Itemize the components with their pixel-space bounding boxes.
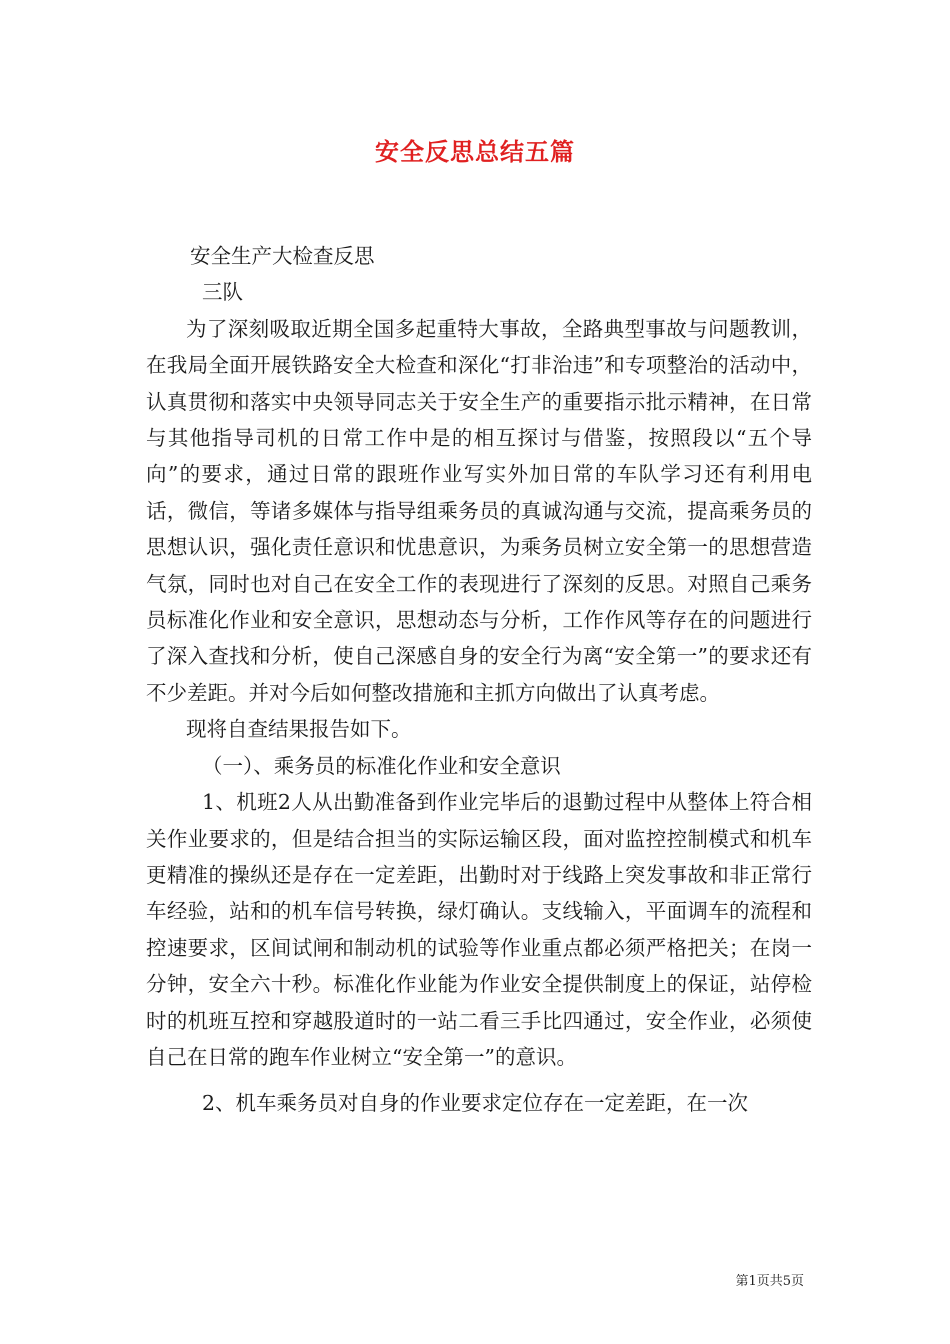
section-subtitle: 安全生产大检查反思 <box>190 244 375 268</box>
document-body <box>146 238 812 1122</box>
paragraph-report: 现将自查结果报告如下。 <box>186 717 412 742</box>
section-heading: （一）、乘务员的标准化作业和安全意识 <box>202 753 561 778</box>
paragraph-item-1: 1、机班2人从出勤准备到作业完毕后的退勤过程中从整体上符合相关作业要求的，但是结合担当的实际运输区段，面对监控控制模式和机车更精准的操纵还是存在一定差距，出勤时对于线路上突发事故和非正常行车经验，站和的机车信号转换，绿灯确认。支线输入，平面调车的流程和控速要求，区间试闸和制动机的试验等作业重点都必须严格把关；在岗一分钟，安全六十秒。标准化作业能为作业安全提供制度上的保证，站停检时的机班互控和穿越股道时的一站二看三手比四通过，安全作业，必须使自己在日常的跑车作业树立“安全第一”的意识。 <box>146 790 812 1069</box>
paragraph-item-2: 2、机车乘务员对自身的作业要求定位存在一定差距，在一次 <box>202 1091 749 1116</box>
team-label: 三队 <box>202 280 243 305</box>
page-title: 安全反思总结五篇 <box>375 137 575 166</box>
page-number: 第1页共5页 <box>735 1274 804 1289</box>
paragraph-intro: 为了深刻吸取近期全国多起重特大事故，全路典型事故与问题教训，在我局全面开展铁路安全大检查和深化“打非治违”和专项整治的活动中，认真贯彻和落实中央领导同志关于安全生产的重要指示批示精神，在日常与其他指导司机的日常工作中是的相互探讨与借鉴，按照段以“五个导向”的要求，通过日常的跟班作业写实外加日常的车队学习还有利用电话，微信，等诸多媒体与指导组乘务员的真诚沟通与交流，提高乘务员的思想认识，强化责任意识和忧患意识，为乘务员树立安全第一的思想营造气氛，同时也对自己在安全工作的表现进行了深刻的反思。对照自己乘务员标准化作业和安全意识，思想动态与分析，工作作风等存在的问题进行了深入查找和分析，使自己深感自身的安全行为离“安全第一”的要求还有不少差距。并对今后如何整改措施和主抓方向做出了认真考虑。 <box>146 316 812 705</box>
